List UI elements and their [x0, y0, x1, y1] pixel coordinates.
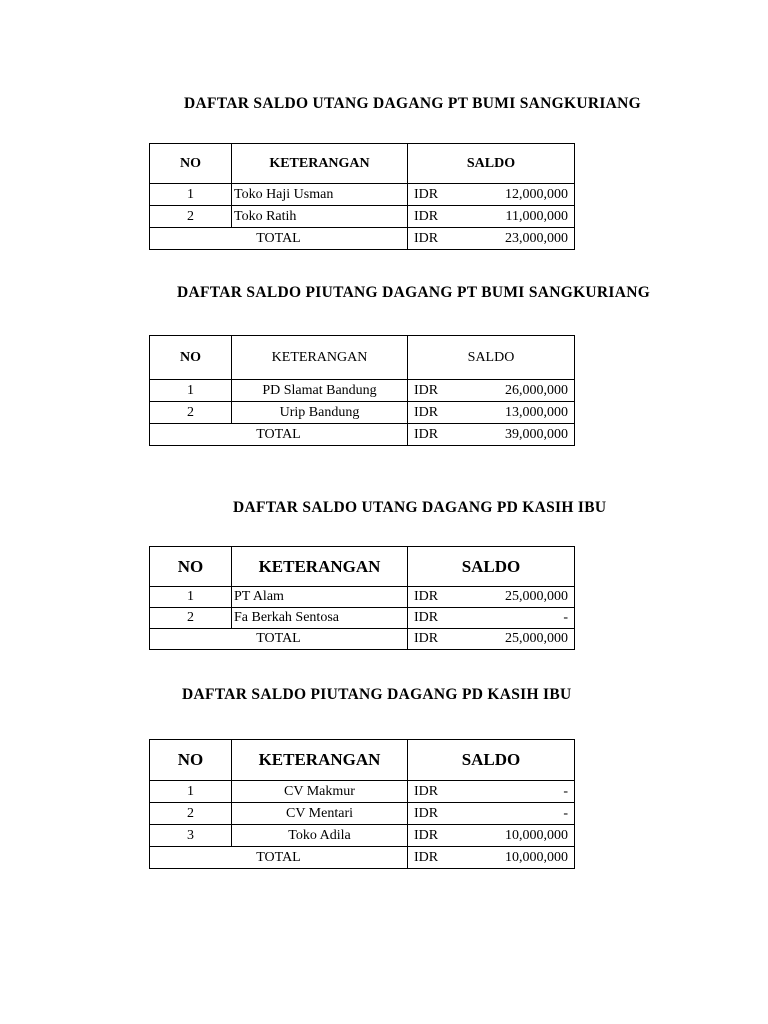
amount: 39,000,000: [505, 426, 568, 442]
cell-keterangan: Toko Adila: [232, 825, 408, 847]
amount: 10,000,000: [505, 827, 568, 843]
cell-no: 1: [150, 781, 232, 803]
cell-saldo-total: [408, 424, 575, 446]
cell-saldo: [408, 587, 575, 608]
total-label: TOTAL: [150, 424, 408, 446]
amount: 25,000,000: [505, 631, 568, 646]
currency: IDR: [414, 589, 439, 604]
cell-no: 1: [150, 184, 232, 206]
header-saldo: SALDO: [408, 144, 575, 184]
cell-saldo-total: [408, 847, 575, 869]
header-saldo: SALDO: [408, 547, 575, 587]
section-title-piutang-kasih-ibu: DAFTAR SALDO PIUTANG DAGANG PD KASIH IBU: [182, 686, 572, 703]
amount: 26,000,000: [505, 382, 568, 398]
cell-saldo: [408, 781, 575, 803]
currency: IDR: [414, 208, 439, 224]
currency: IDR: [414, 849, 439, 865]
cell-no: 3: [150, 825, 232, 847]
header-saldo: SALDO: [408, 336, 575, 380]
cell-keterangan: Fa Berkah Sentosa: [232, 608, 408, 629]
cell-keterangan: CV Makmur: [232, 781, 408, 803]
amount: 10,000,000: [505, 849, 568, 865]
cell-keterangan: Urip Bandung: [232, 402, 408, 424]
table-header-row: [150, 547, 575, 587]
cell-keterangan: Toko Haji Usman: [232, 184, 408, 206]
amount: -: [563, 805, 568, 821]
total-row: [150, 228, 575, 250]
currency: IDR: [414, 186, 439, 202]
amount: 13,000,000: [505, 404, 568, 420]
total-row: [150, 629, 575, 650]
cell-keterangan: PT Alam: [232, 587, 408, 608]
amount: 23,000,000: [505, 230, 568, 246]
table-row: [150, 184, 575, 206]
table-header-row: [150, 144, 575, 184]
table-row: [150, 781, 575, 803]
cell-saldo: [408, 608, 575, 629]
table-piutang-kasih-ibu: [149, 739, 575, 869]
amount: -: [563, 783, 568, 799]
currency: IDR: [414, 382, 439, 398]
table-row: [150, 402, 575, 424]
header-saldo: SALDO: [408, 740, 575, 781]
table-utang-kasih-ibu: [149, 546, 575, 650]
section-title-utang-bumi: DAFTAR SALDO UTANG DAGANG PT BUMI SANGKURIANG: [184, 95, 641, 112]
table-piutang-bumi: [149, 335, 575, 446]
amount: 11,000,000: [505, 208, 568, 224]
total-row: [150, 847, 575, 869]
header-no: NO: [150, 336, 232, 380]
cell-keterangan: PD Slamat Bandung: [232, 380, 408, 402]
header-keterangan: KETERANGAN: [232, 740, 408, 781]
table-row: [150, 380, 575, 402]
amount: -: [563, 610, 568, 625]
table-row: [150, 608, 575, 629]
cell-saldo: [408, 184, 575, 206]
amount: 25,000,000: [505, 589, 568, 604]
total-row: [150, 424, 575, 446]
total-label: TOTAL: [150, 228, 408, 250]
cell-saldo: [408, 206, 575, 228]
cell-saldo: [408, 803, 575, 825]
currency: IDR: [414, 610, 439, 625]
header-no: NO: [150, 144, 232, 184]
amount: 12,000,000: [505, 186, 568, 202]
currency: IDR: [414, 805, 439, 821]
table-row: [150, 825, 575, 847]
cell-no: 2: [150, 206, 232, 228]
table-row: [150, 206, 575, 228]
header-no: NO: [150, 740, 232, 781]
currency: IDR: [414, 426, 439, 442]
cell-saldo: [408, 825, 575, 847]
cell-no: 2: [150, 402, 232, 424]
cell-saldo: [408, 402, 575, 424]
cell-saldo-total: [408, 629, 575, 650]
total-label: TOTAL: [150, 629, 408, 650]
table-row: [150, 803, 575, 825]
table-header-row: [150, 336, 575, 380]
cell-no: 1: [150, 380, 232, 402]
cell-no: 2: [150, 803, 232, 825]
currency: IDR: [414, 827, 439, 843]
cell-no: 1: [150, 587, 232, 608]
table-header-row: [150, 740, 575, 781]
cell-keterangan: Toko Ratih: [232, 206, 408, 228]
cell-keterangan: CV Mentari: [232, 803, 408, 825]
currency: IDR: [414, 230, 439, 246]
header-keterangan: KETERANGAN: [232, 547, 408, 587]
section-title-utang-kasih-ibu: DAFTAR SALDO UTANG DAGANG PD KASIH IBU: [233, 499, 607, 516]
currency: IDR: [414, 404, 439, 420]
cell-no: 2: [150, 608, 232, 629]
total-label: TOTAL: [150, 847, 408, 869]
cell-saldo: [408, 380, 575, 402]
table-row: [150, 587, 575, 608]
header-keterangan: KETERANGAN: [232, 336, 408, 380]
table-utang-bumi: [149, 143, 575, 250]
currency: IDR: [414, 783, 439, 799]
section-title-piutang-bumi: DAFTAR SALDO PIUTANG DAGANG PT BUMI SANGKURIANG: [177, 284, 651, 301]
header-keterangan: KETERANGAN: [232, 144, 408, 184]
currency: IDR: [414, 631, 439, 646]
cell-saldo-total: [408, 228, 575, 250]
header-no: NO: [150, 547, 232, 587]
